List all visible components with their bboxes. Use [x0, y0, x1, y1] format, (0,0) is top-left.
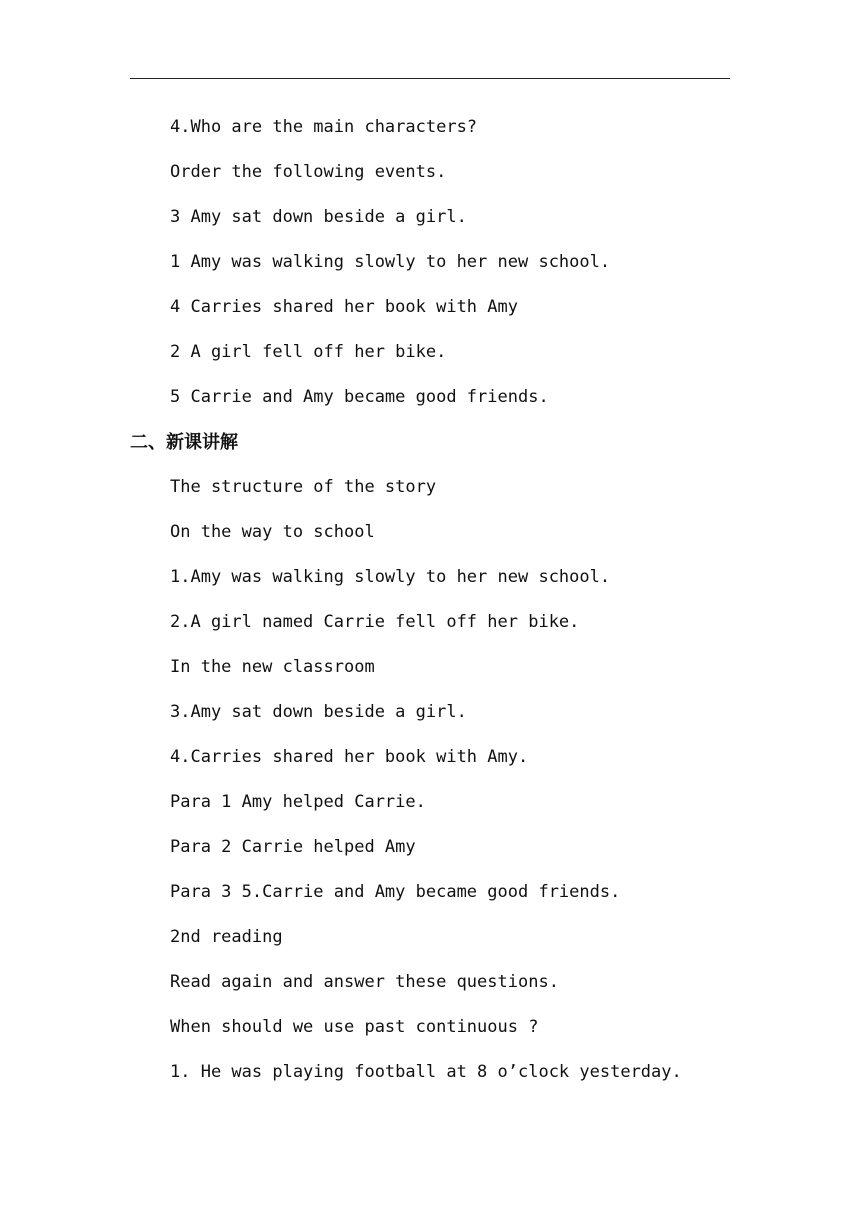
scene-heading: In the new classroom	[170, 657, 375, 677]
text-line: 2.A girl named Carrie fell off her bike.	[170, 612, 580, 632]
text-line: 4.Carries shared her book with Amy.	[170, 747, 529, 767]
question-line: When should we use past continuous ?	[170, 1017, 539, 1037]
text-line: 1.Amy was walking slowly to her new school.	[170, 567, 611, 587]
order-prompt: Order the following events.	[170, 162, 447, 182]
example-line: 1. He was playing football at 8 o’clock yesterday.	[170, 1062, 682, 1082]
instruction-line: Read again and answer these questions.	[170, 972, 559, 992]
question-4: 4.Who are the main characters?	[170, 117, 478, 137]
para-line: Para 1 Amy helped Carrie.	[170, 792, 426, 812]
event-item: 1 Amy was walking slowly to her new school.	[170, 252, 611, 272]
header-rule	[130, 78, 730, 79]
section-title: 二、新课讲解	[130, 432, 238, 453]
para-line: Para 2 Carrie helped Amy	[170, 837, 416, 857]
event-item: 5 Carrie and Amy became good friends.	[170, 387, 549, 407]
event-item: 3 Amy sat down beside a girl.	[170, 207, 467, 227]
event-item: 4 Carries shared her book with Amy	[170, 297, 518, 317]
text-line: 3.Amy sat down beside a girl.	[170, 702, 467, 722]
scene-heading: On the way to school	[170, 522, 375, 542]
event-item: 2 A girl fell off her bike.	[170, 342, 447, 362]
structure-heading: The structure of the story	[170, 477, 437, 497]
reading-heading: 2nd reading	[170, 927, 283, 947]
document-body	[130, 105, 730, 1095]
para-line: Para 3 5.Carrie and Amy became good friends.	[170, 882, 621, 902]
